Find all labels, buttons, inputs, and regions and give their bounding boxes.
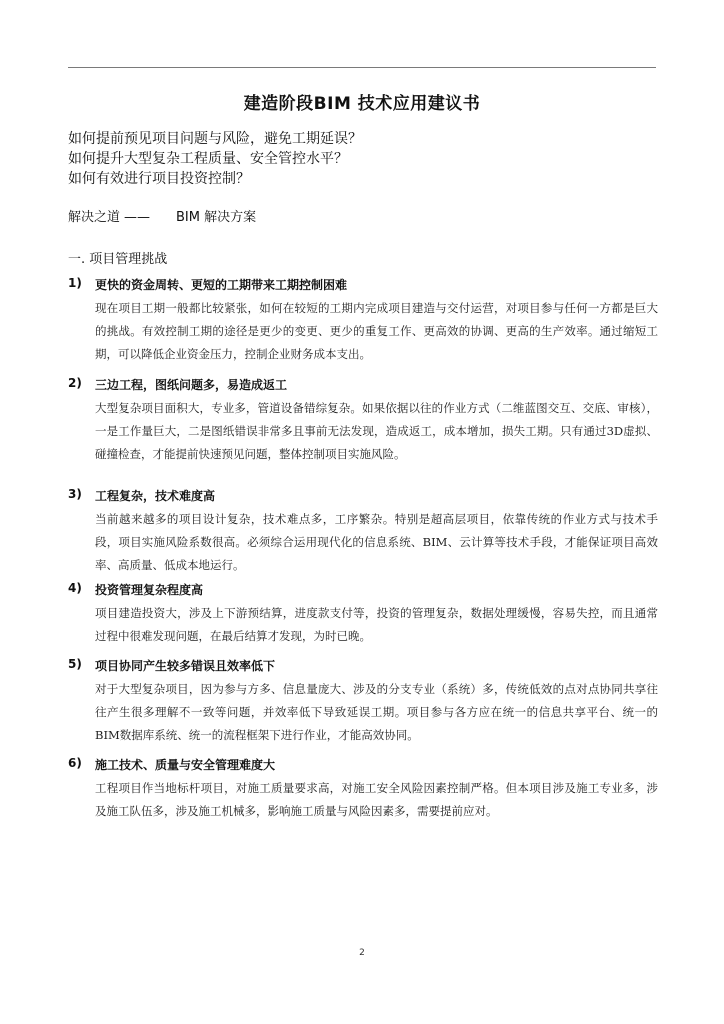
item-body: 当前越来越多的项目设计复杂，技术难点多，工序繁杂。特别是超高层项目，依靠传统的作业方式与技术手段，项目实施风险系数很高。必须综合运用现代化的信息系统、BIM、云计算等技术手段，才能保证项目高效率、高质量、低成本地运行。	[95, 512, 658, 572]
item-title: 施工技术、质量与安全管理难度大	[95, 758, 276, 772]
item-number: 2)	[68, 376, 82, 390]
item-heading	[68, 581, 668, 601]
item-heading	[68, 276, 668, 296]
item-number: 1)	[68, 276, 82, 290]
item-heading	[68, 657, 668, 677]
question-2: 如何提升大型复杂工程质量、安全管控水平？	[68, 151, 348, 167]
question-1: 如何提前预见项目问题与风险，避免工期延误？	[68, 131, 362, 147]
item-heading	[68, 756, 668, 776]
challenge-item-6	[68, 756, 668, 823]
item-body: 现在项目工期一般都比较紧张，如何在较短的工期内完成项目建造与交付运营，对项目参与任何一方都是巨大的挑战。有效控制工期的途径是更少的变更、更少的重复工作、更高效的协调、更高的生产效率。通过缩短工期，可以降低企业资金压力，控制企业财务成本支出。	[95, 301, 658, 361]
solution-prefix: 解决之道	[68, 210, 121, 225]
item-number: 6)	[68, 756, 82, 770]
solution-text: BIM 解决方案	[176, 210, 257, 225]
challenge-item-5	[68, 657, 668, 747]
question-list	[68, 129, 668, 189]
item-title: 工程复杂，技术难度高	[95, 489, 216, 503]
challenge-item-4	[68, 581, 668, 648]
challenge-item-2	[68, 376, 668, 466]
item-heading	[68, 487, 668, 507]
header-rule	[68, 67, 656, 68]
item-body: 大型复杂项目面积大，专业多，管道设备错综复杂。如果依据以往的作业方式（二维蓝图交互、交底、审核），一是工作量巨大，二是图纸错误非常多且事前无法发现，造成返工，成本增加，损失工期。只有通过3D虚拟、碰撞检查，才能提前快速预见问题，整体控制项目实施风险。	[95, 401, 658, 461]
solution-dash: ——	[124, 210, 151, 225]
page-number: 2	[359, 948, 365, 958]
item-body: 工程项目作当地标杆项目，对施工质量要求高，对施工安全风险因素控制严格。但本项目涉及施工专业多，涉及施工队伍多，涉及施工机械多，影响施工质量与风险因素多，需要提前应对。	[95, 781, 658, 818]
challenge-item-1	[68, 276, 668, 366]
item-heading	[68, 376, 668, 396]
section-heading: 一. 项目管理挑战	[68, 252, 168, 267]
item-number: 4)	[68, 581, 82, 595]
item-title: 三边工程，图纸问题多，易造成返工	[95, 378, 288, 392]
item-number: 5)	[68, 657, 82, 671]
item-title: 更快的资金周转、更短的工期带来工期控制困难	[95, 278, 348, 292]
item-body: 项目建造投资大，涉及上下游预结算，进度款支付等，投资的管理复杂，数据处理缓慢，容易失控，而且通常过程中很难发现问题，在最后结算才发现，为时已晚。	[95, 606, 658, 643]
challenge-item-3	[68, 487, 668, 577]
item-title: 项目协同产生较多错误且效率低下	[95, 659, 276, 673]
solution-line	[68, 206, 256, 225]
item-body: 对于大型复杂项目，因为参与方多、信息量庞大、涉及的分支专业（系统）多，传统低效的点对点协同共享往往产生很多理解不一致等问题，并效率低下导致延误工期。项目参与各方应在统一的信息共享平台、统一的BIM数据库系统、统一的流程框架下进行作业，才能高效协同。	[95, 682, 658, 742]
question-3: 如何有效进行项目投资控制？	[68, 171, 250, 187]
item-number: 3)	[68, 487, 82, 501]
item-title: 投资管理复杂程度高	[95, 583, 204, 597]
document-title: 建造阶段BIM 技术应用建议书	[243, 94, 481, 114]
